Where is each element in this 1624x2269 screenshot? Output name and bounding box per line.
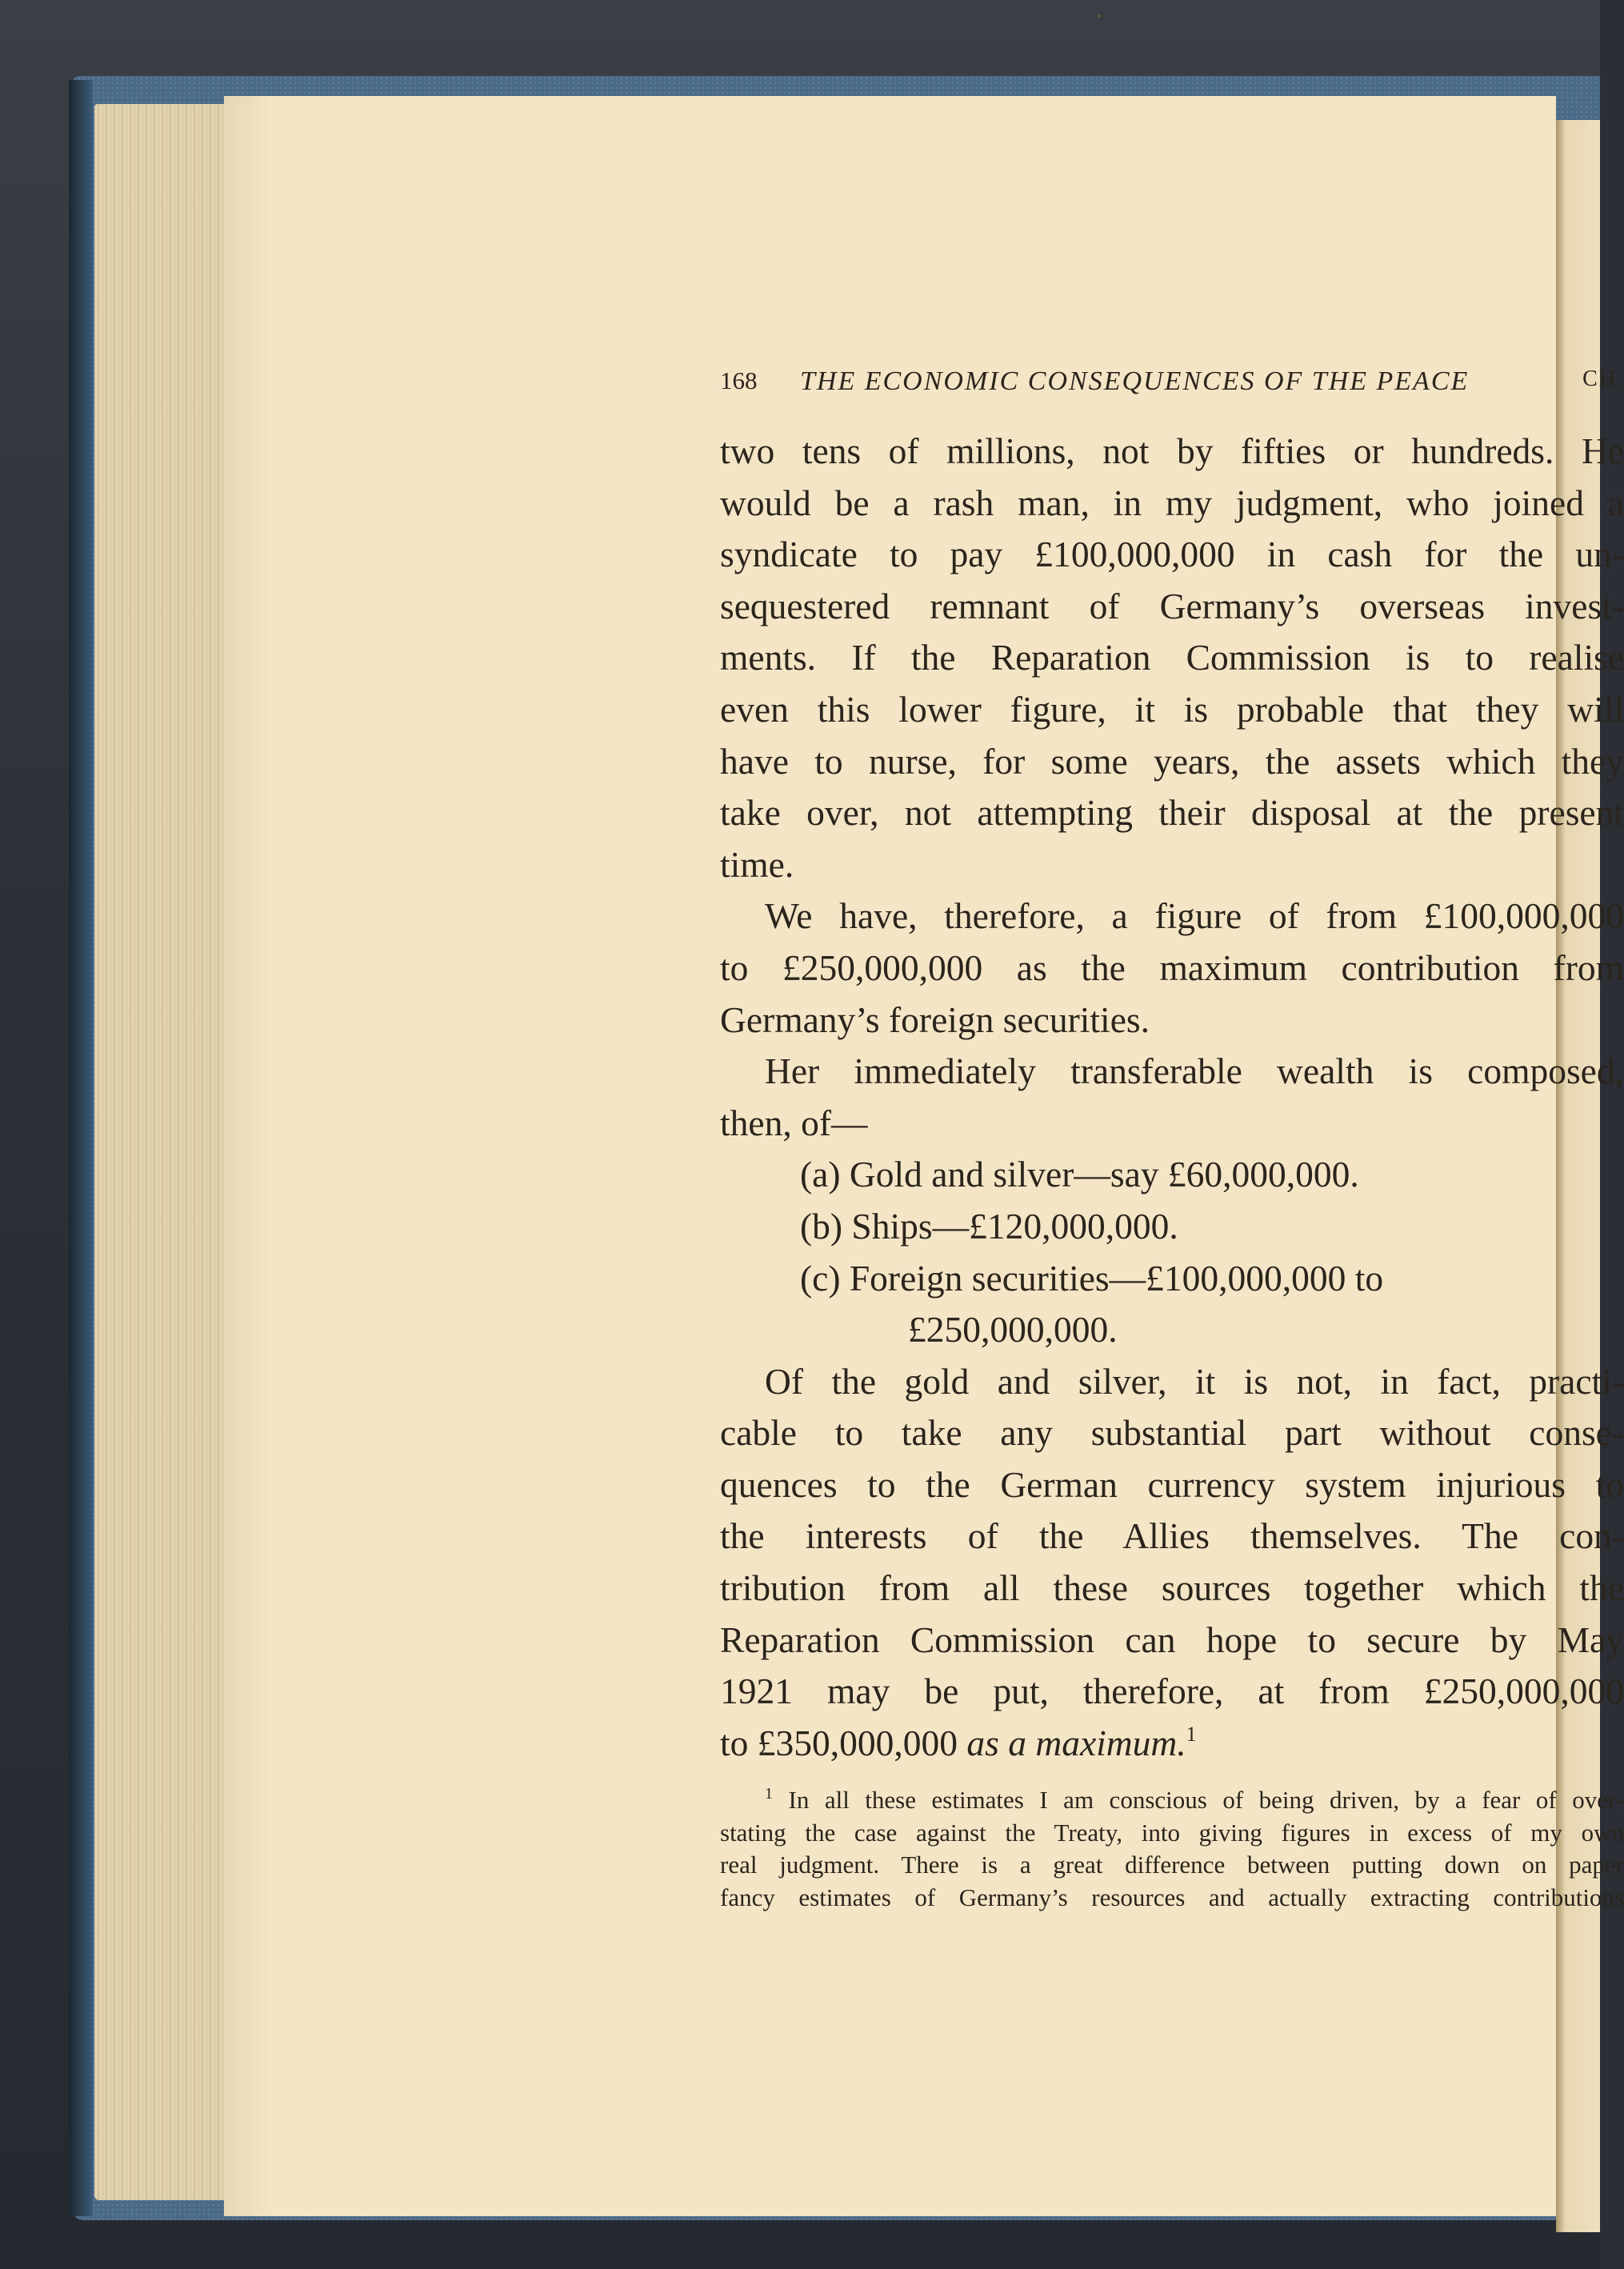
text-line: take over, not attempting their disposal at the present (720, 792, 1624, 834)
running-header (720, 366, 1624, 398)
text-line: tribution from all these sources together which the (720, 1567, 1624, 1609)
chapter-marker: CH. (1582, 366, 1624, 391)
cover-spine-edge (69, 80, 93, 2216)
text-line: ments. If the Reparation Commission is to realise (720, 637, 1624, 678)
text-line: syndicate to pay £100,000,000 in cash for the un- (720, 534, 1624, 575)
text-line: 1921 may be put, therefore, at from £250,000,000 (720, 1671, 1624, 1712)
text-line: quences to the German currency system injurious to (720, 1463, 1624, 1505)
text-line: sequestered remnant of Germany’s overseas invest- (720, 585, 1624, 626)
footnote-line: real judgment. There is a great difference between putting down on paper (720, 1851, 1624, 1879)
page-number: 168 (720, 366, 758, 394)
footnote-reference: 1 (1186, 1722, 1197, 1746)
dust-speck (1098, 14, 1101, 18)
text-line: the interests of the Allies themselves. The con- (720, 1515, 1624, 1557)
text-line: time. (720, 843, 794, 885)
text-line: Of the gold and silver, it is not, in fact, practi- (765, 1360, 1624, 1402)
list-item: (a) Gold and silver—say £60,000,000. (800, 1154, 1359, 1195)
text-line: even this lower figure, it is probable that they will (720, 688, 1624, 730)
text-line: two tens of millions, not by fifties or hundreds. He (720, 430, 1624, 471)
body-text (720, 426, 1624, 1769)
page-edges-stack (94, 104, 234, 2200)
text-line: Germany’s foreign securities. (720, 998, 1150, 1040)
text-line: We have, therefore, a figure of from £100,000,000 (765, 895, 1624, 937)
text-line: to £250,000,000 as the maximum contribution from (720, 946, 1624, 988)
list-item: (c) Foreign securities—£100,000,000 to (800, 1257, 1384, 1299)
footnote-line: stating the case against the Treaty, into giving figures in excess of my own (720, 1818, 1624, 1847)
text-line: have to nurse, for some years, the assets which they (720, 740, 1624, 782)
text-line (720, 1718, 1624, 1770)
text-line: cable to take any substantial part without conse- (720, 1412, 1624, 1454)
running-title: THE ECONOMIC CONSEQUENCES OF THE PEACE (800, 366, 1470, 396)
text-line: Reparation Commission can hope to secure by May (720, 1619, 1624, 1660)
text-line: Her immediately transferable wealth is composed, (765, 1050, 1624, 1092)
list-item-continuation: £250,000,000. (908, 1309, 1118, 1351)
footnote-line (720, 1784, 1624, 1817)
text-line: then, of— (720, 1102, 868, 1143)
italic-phrase: as a maximum. (966, 1722, 1186, 1763)
footnote-line: fancy estimates of Germany’s resources and actually extracting contributions (720, 1883, 1624, 1911)
footnote (720, 1784, 1624, 1914)
footnote-mark: 1 (765, 1785, 773, 1803)
text-line: would be a rash man, in my judgment, who joined a (720, 482, 1624, 523)
list-item: (b) Ships—£120,000,000. (800, 1205, 1178, 1247)
text-fragment: to £350,000,000 (720, 1722, 967, 1763)
footnote-text: In all these estimates I am conscious of being driven, by a fear of over- (788, 1786, 1624, 1814)
book-page (224, 96, 1624, 2216)
